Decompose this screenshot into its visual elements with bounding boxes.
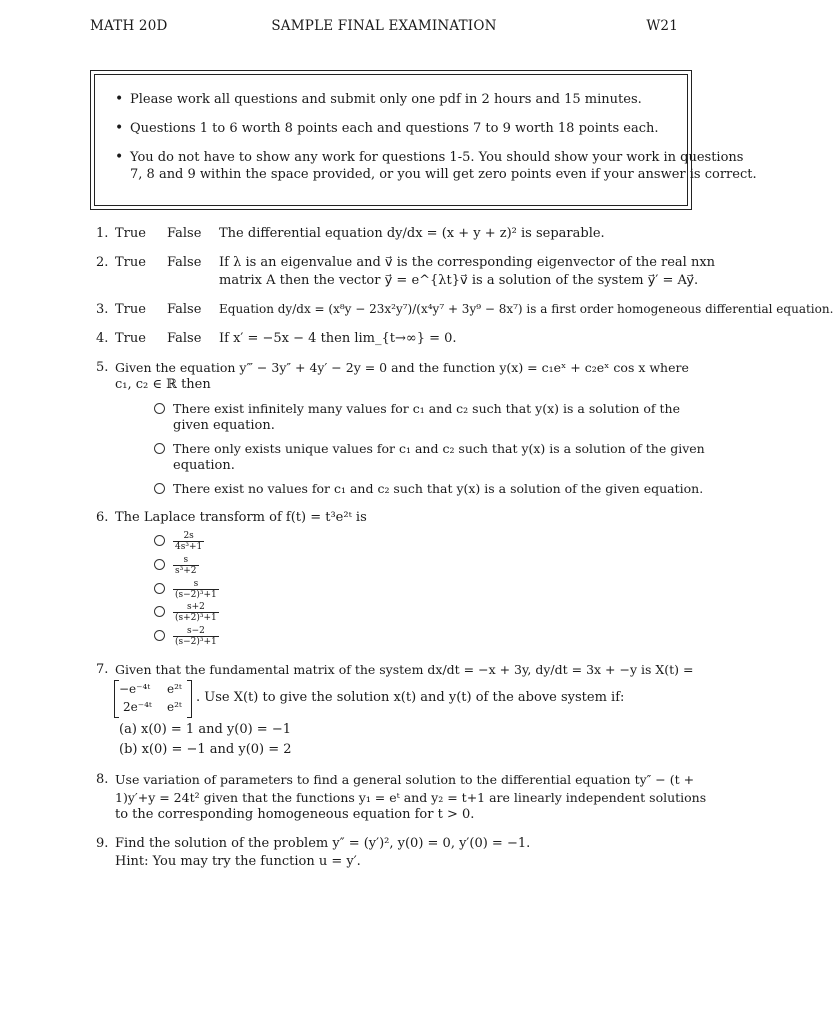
term: W21 — [646, 18, 678, 34]
q1-false-option[interactable]: False — [167, 226, 202, 241]
q4-number: 4. — [96, 331, 109, 346]
q5-option1-line2: given equation. — [173, 418, 275, 433]
fundamental-matrix — [114, 680, 192, 718]
q7-prompt-line2: . Use X(t) to give the solution x(t) and y(t) of the above system if: — [196, 690, 625, 705]
q6-number: 6. — [96, 510, 109, 525]
q6-option1-fraction: $\frac{2s}{\text{4s³+1}}$ — [175, 531, 203, 552]
q6-option2-radio[interactable] — [154, 559, 165, 570]
matrix-entry-21: 2e⁻⁴ᵗ — [123, 700, 152, 714]
q3-false-option[interactable]: False — [167, 302, 202, 317]
q6-option4-radio[interactable] — [154, 606, 165, 617]
q5-option3-radio[interactable] — [154, 483, 165, 494]
bullet-icon: • — [115, 120, 124, 136]
matrix-entry-22: e²ᵗ — [167, 700, 182, 714]
course-code: MATH 20D — [90, 18, 168, 34]
q8-prompt-line3: to the corresponding homogeneous equation for t > 0. — [115, 807, 475, 822]
q1-number: 1. — [96, 226, 109, 241]
q9-prompt-line1: Find the solution of the problem y″ = (y′)², y(0) = 0, y′(0) = −1. — [115, 836, 531, 851]
q5-number: 5. — [96, 360, 109, 375]
matrix-entry-11: −e⁻⁴ᵗ — [119, 682, 151, 696]
q6-option4-fraction: $\frac{s+2}{\text{(s+2)³+1}}$ — [175, 602, 217, 623]
q8-prompt-line1: Use variation of parameters to find a general solution to the differential equation ty″ − (t + — [115, 772, 695, 787]
q4-statement: If x′ = −5x − 4 then lim_{t→∞} = 0. — [219, 331, 457, 346]
bullet-icon: • — [115, 149, 124, 165]
q5-option3: There exist no values for c₁ and c₂ such that y(x) is a solution of the given equation. — [173, 481, 704, 496]
q4-false-option[interactable]: False — [167, 331, 202, 346]
q1-true-option[interactable]: True — [115, 226, 146, 241]
q9-number: 9. — [96, 836, 109, 851]
q3-number: 3. — [96, 302, 109, 317]
q5-option1-radio[interactable] — [154, 403, 165, 414]
q8-prompt-line2: 1)y′+y = 24t² given that the functions y₁ = eᵗ and y₂ = t+1 are linearly independent solutions — [115, 790, 707, 805]
q1-statement: The differential equation dy/dx = (x + y + z)² is separable. — [219, 226, 605, 241]
q6-option1-radio[interactable] — [154, 535, 165, 546]
q6-option3-fraction: $\frac{s}{\text{(s−2)³+1}}$ — [175, 579, 217, 600]
q5-prompt-line2: c₁, c₂ ∈ ℝ then — [115, 377, 211, 392]
bullet-icon: • — [115, 91, 124, 107]
q2-statement-line1: If λ is an eigenvalue and v⃗ is the corresponding eigenvector of the real nxn — [219, 255, 716, 270]
q9-hint: Hint: You may try the function u = y′. — [115, 854, 361, 869]
q5-option2-line2: equation. — [173, 458, 235, 473]
q7-prompt-line1: Given that the fundamental matrix of the system dx/dt = −x + 3y, dy/dt = 3x + −y is X(t) = — [115, 662, 694, 677]
q6-option2-fraction: $\frac{s}{\text{s³+2}}$ — [175, 555, 197, 576]
q6-option3-radio[interactable] — [154, 583, 165, 594]
q7-part-b: (b) x(0) = −1 and y(0) = 2 — [119, 742, 292, 757]
q2-number: 2. — [96, 255, 109, 270]
q7-part-a: (a) x(0) = 1 and y(0) = −1 — [119, 722, 291, 737]
q2-statement-line2: matrix A then the vector y⃗ = e^{λt}v⃗ is a solution of the system y⃗′ = Ay⃗. — [219, 273, 699, 288]
q6-option5-fraction: $\frac{s-2}{\text{(s−2)³+1}}$ — [175, 626, 217, 647]
q5-option2-radio[interactable] — [154, 443, 165, 454]
instructions-box: • Please work all questions and submit only one pdf in 2 hours and 15 minutes. • Questions 1 to 6 worth 8 points each and questions 7 to 9 worth 18 points each. • You do not have to show any work for questions 1-5. You should show your work in questions 7, 8 and 9 within the space provided, or you will get zero points even if your answer is correct. — [90, 70, 692, 210]
q5-option2-line1: There only exists unique values for c₁ and c₂ such that y(x) is a solution of the given — [173, 441, 705, 456]
q3-true-option[interactable]: True — [115, 302, 146, 317]
q5-prompt-line1: Given the equation y‴ − 3y″ + 4y′ − 2y = 0 and the function y(x) = c₁eˣ + c₂eˣ cos x where — [115, 360, 689, 375]
q2-true-option[interactable]: True — [115, 255, 146, 270]
q3-statement: Equation dy/dx = (x⁸y − 23x²y⁷)/(x⁴y⁷ + 3y⁹ − 8x⁷) is a first order homogeneous differential equation. — [219, 302, 833, 316]
q6-prompt: The Laplace transform of f(t) = t³e²ᵗ is — [115, 510, 367, 525]
exam-title: SAMPLE FINAL EXAMINATION — [271, 18, 497, 34]
q7-number: 7. — [96, 662, 109, 677]
q6-option5-radio[interactable] — [154, 630, 165, 641]
q2-false-option[interactable]: False — [167, 255, 202, 270]
q4-true-option[interactable]: True — [115, 331, 146, 346]
q8-number: 8. — [96, 772, 109, 787]
matrix-entry-12: e²ᵗ — [167, 682, 182, 696]
q5-option1-line1: There exist infinitely many values for c₁ and c₂ such that y(x) is a solution of the — [173, 401, 680, 416]
